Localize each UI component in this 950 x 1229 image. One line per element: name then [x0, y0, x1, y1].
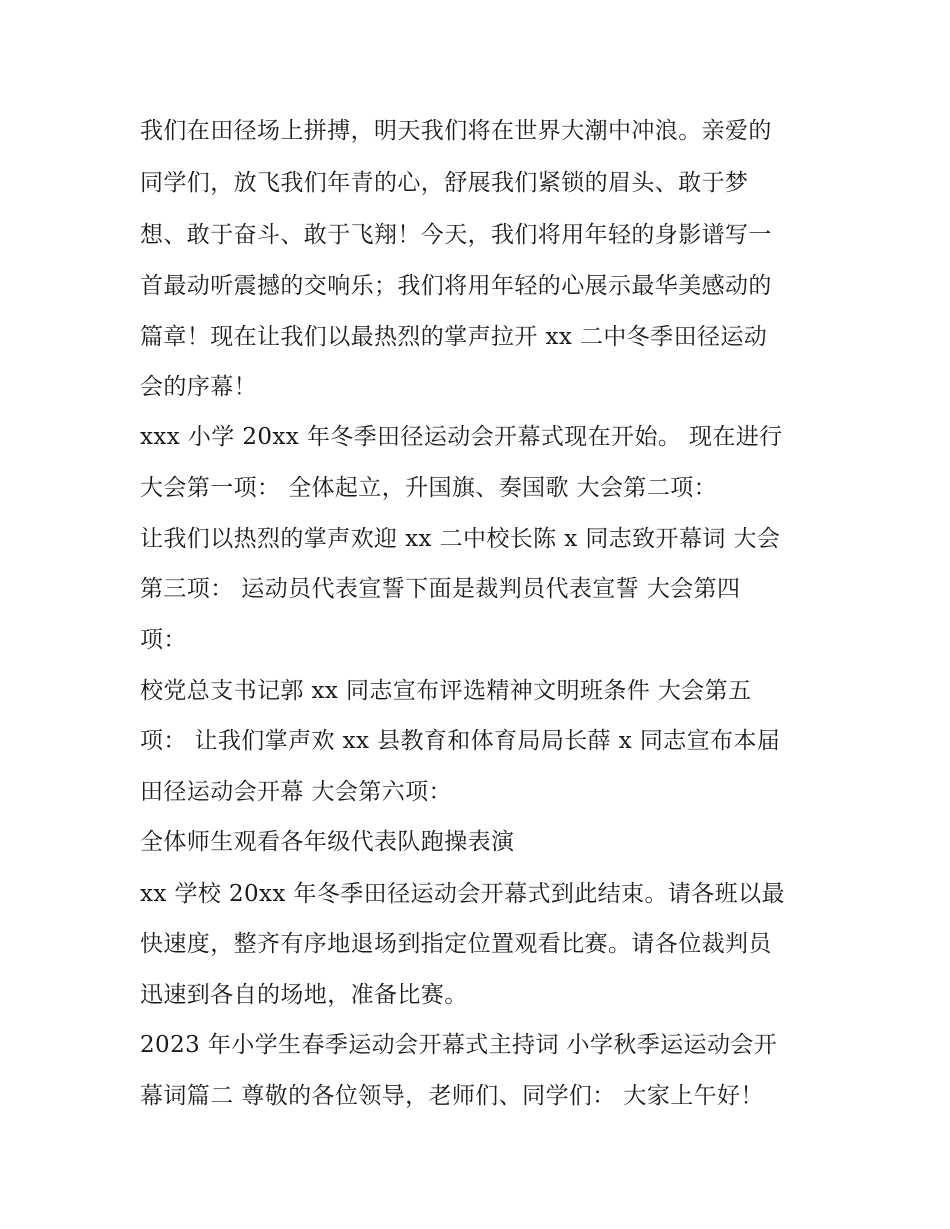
text-line: 2023 年小学生春季运动会开幕式主持词 小学秋季运运动会开	[140, 1032, 778, 1058]
text-line: 幕词篇二 尊敬的各位领导，老师们、同学们： 大家上午好！	[140, 1083, 764, 1109]
text-line: 同学们，放飞我们年青的心，舒展我们紧锁的眉头、敢于梦	[140, 170, 749, 196]
text-line: 校党总支书记郭 xx 同志宣布评选精神文明班条件 大会第五	[140, 678, 752, 704]
text-line: 全体师生观看各年级代表队跑操表演	[140, 829, 515, 855]
text-line: 项：	[140, 627, 187, 653]
text-line: 快速度，整齐有序地退场到指定位置观看比赛。请各位裁判员	[140, 931, 772, 957]
text-line: 会的序幕！	[140, 374, 257, 400]
text-line: 首最动听震撼的交响乐；我们将用年轻的心展示最华美感动的	[140, 273, 772, 299]
text-line: 项： 让我们掌声欢 xx 县教育和体育局局长薛 x 同志宣布本届	[140, 728, 781, 754]
text-line: xx 学校 20xx 年冬季田径运动会开幕式到此结束。请各班以最	[140, 881, 785, 907]
text-line: 大会第一项： 全体起立，升国旗、奏国歌 大会第二项：	[140, 475, 718, 501]
text-line: 第三项： 运动员代表宣誓下面是裁判员代表宣誓 大会第四	[140, 576, 741, 602]
text-line: 篇章！现在让我们以最热烈的掌声拉开 xx 二中冬季田径运动	[140, 324, 768, 350]
text-line: xxx 小学 20xx 年冬季田径运动会开幕式现在开始。 现在进行	[140, 424, 783, 450]
text-line: 迅速到各自的场地，准备比赛。	[140, 982, 468, 1008]
text-line: 想、敢于奋斗、敢于飞翔！今天，我们将用年轻的身影谱写一	[140, 222, 772, 248]
text-line: 田径运动会开幕 大会第六项：	[140, 779, 452, 805]
text-line: 我们在田径场上拼搏，明天我们将在世界大潮中冲浪。亲爱的	[140, 118, 772, 144]
text-line: 让我们以热烈的掌声欢迎 xx 二中校长陈 x 同志致开幕词 大会	[140, 526, 781, 552]
